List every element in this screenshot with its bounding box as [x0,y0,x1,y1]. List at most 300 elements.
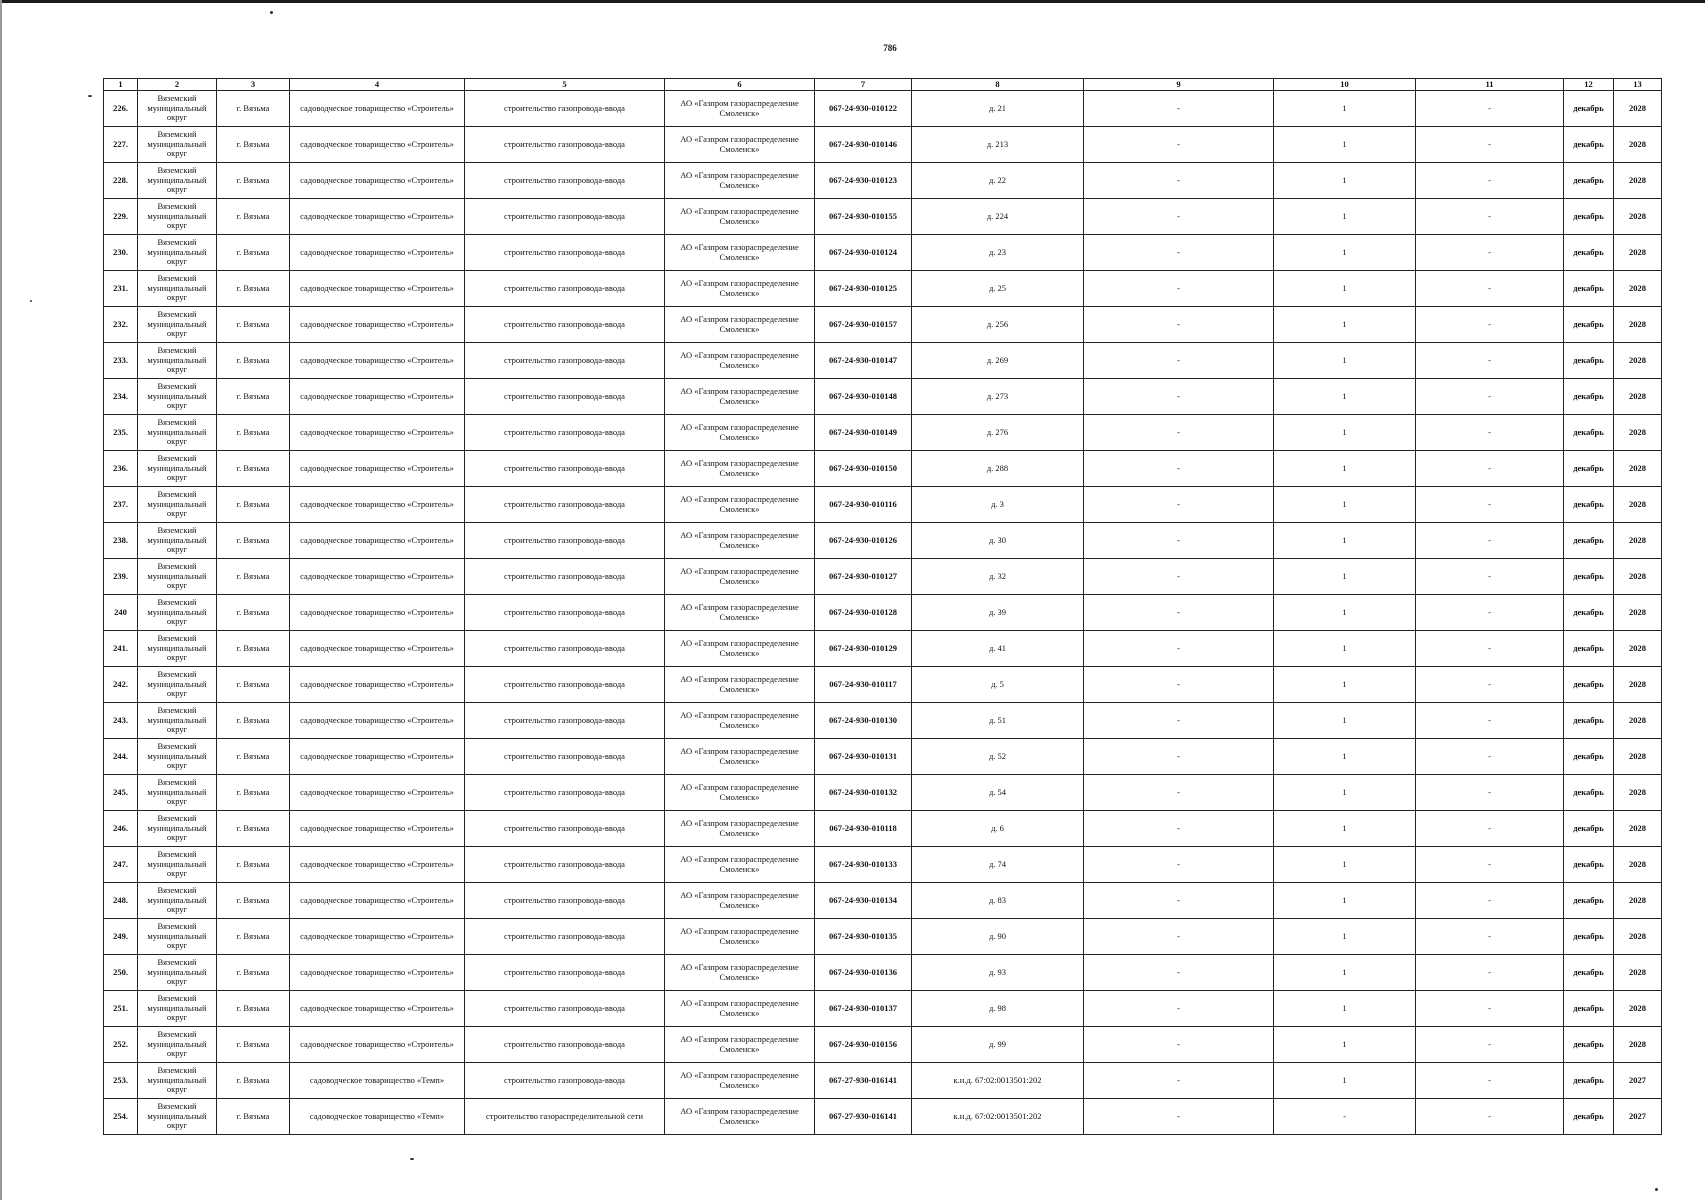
month-cell: декабрь [1564,487,1614,523]
organization-cell: садоводческое товарищество «Строитель» [290,199,465,235]
application-number-cell: 067-24-930-010135 [815,919,912,955]
month-cell: декабрь [1564,343,1614,379]
col-9-value-cell: - [1084,451,1274,487]
table-body [104,91,1662,1135]
locality-cell: г. Вязьма [217,91,290,127]
col-9-value-cell: - [1084,1063,1274,1099]
col-11-value-cell: - [1416,127,1564,163]
executor-cell: АО «Газпром газораспределение Смоленск» [665,127,815,163]
col-11-value-cell: - [1416,775,1564,811]
month-cell: декабрь [1564,127,1614,163]
address-cell: д. 25 [912,271,1084,307]
executor-cell: АО «Газпром газораспределение Смоленск» [665,847,815,883]
district-cell: Вяземский муниципальный округ [138,1099,217,1135]
address-cell: д. 273 [912,379,1084,415]
month-cell: декабрь [1564,991,1614,1027]
scan-speck [270,11,273,14]
table-row [104,559,1662,595]
district-cell: Вяземский муниципальный округ [138,379,217,415]
table-row [104,595,1662,631]
table-row [104,91,1662,127]
work-type-cell: строительство газопровода-ввода [465,415,665,451]
district-cell: Вяземский муниципальный округ [138,991,217,1027]
col-9-value-cell: - [1084,379,1274,415]
col-11-value-cell: - [1416,379,1564,415]
col-11-value-cell: - [1416,271,1564,307]
year-cell: 2028 [1614,343,1662,379]
work-type-cell: строительство газопровода-ввода [465,1063,665,1099]
district-cell: Вяземский муниципальный округ [138,775,217,811]
row-number-cell: 244. [104,739,138,775]
year-cell: 2028 [1614,739,1662,775]
col-11-value-cell: - [1416,343,1564,379]
col-10-value-cell: 1 [1274,991,1416,1027]
locality-cell: г. Вязьма [217,307,290,343]
organization-cell: садоводческое товарищество «Строитель» [290,415,465,451]
row-number-cell: 253. [104,1063,138,1099]
row-number-cell: 249. [104,919,138,955]
application-number-cell: 067-24-930-010126 [815,523,912,559]
col-11-value-cell: - [1416,1027,1564,1063]
district-cell: Вяземский муниципальный округ [138,1027,217,1063]
col-10-value-cell: 1 [1274,1027,1416,1063]
work-type-cell: строительство газопровода-ввода [465,811,665,847]
application-number-cell: 067-24-930-010118 [815,811,912,847]
col-10-value-cell: 1 [1274,703,1416,739]
application-number-cell: 067-24-930-010157 [815,307,912,343]
col-11-value-cell: - [1416,1099,1564,1135]
column-header: 10 [1274,79,1416,91]
col-10-value-cell: 1 [1274,415,1416,451]
application-number-cell: 067-24-930-010123 [815,163,912,199]
col-11-value-cell: - [1416,307,1564,343]
col-11-value-cell: - [1416,1063,1564,1099]
executor-cell: АО «Газпром газораспределение Смоленск» [665,307,815,343]
table-row [104,415,1662,451]
locality-cell: г. Вязьма [217,451,290,487]
work-type-cell: строительство газопровода-ввода [465,775,665,811]
col-9-value-cell: - [1084,631,1274,667]
district-cell: Вяземский муниципальный округ [138,127,217,163]
col-11-value-cell: - [1416,919,1564,955]
col-10-value-cell: 1 [1274,1063,1416,1099]
month-cell: декабрь [1564,415,1614,451]
executor-cell: АО «Газпром газораспределение Смоленск» [665,451,815,487]
col-9-value-cell: - [1084,523,1274,559]
executor-cell: АО «Газпром газораспределение Смоленск» [665,703,815,739]
col-9-value-cell: - [1084,487,1274,523]
district-cell: Вяземский муниципальный округ [138,199,217,235]
row-number-cell: 233. [104,343,138,379]
work-type-cell: строительство газопровода-ввода [465,523,665,559]
table-row [104,667,1662,703]
address-cell: д. 93 [912,955,1084,991]
executor-cell: АО «Газпром газораспределение Смоленск» [665,91,815,127]
col-9-value-cell: - [1084,199,1274,235]
col-11-value-cell: - [1416,595,1564,631]
col-11-value-cell: - [1416,631,1564,667]
address-cell: д. 98 [912,991,1084,1027]
work-type-cell: строительство газопровода-ввода [465,307,665,343]
table-row [104,847,1662,883]
table-row [104,1027,1662,1063]
year-cell: 2028 [1614,811,1662,847]
address-cell: д. 30 [912,523,1084,559]
organization-cell: садоводческое товарищество «Строитель» [290,955,465,991]
row-number-cell: 234. [104,379,138,415]
district-cell: Вяземский муниципальный округ [138,487,217,523]
address-cell: д. 52 [912,739,1084,775]
table-row [104,343,1662,379]
col-9-value-cell: - [1084,991,1274,1027]
locality-cell: г. Вязьма [217,955,290,991]
locality-cell: г. Вязьма [217,811,290,847]
district-cell: Вяземский муниципальный округ [138,739,217,775]
application-number-cell: 067-24-930-010156 [815,1027,912,1063]
address-cell: д. 213 [912,127,1084,163]
col-10-value-cell: 1 [1274,235,1416,271]
col-10-value-cell: 1 [1274,775,1416,811]
address-cell: д. 99 [912,1027,1084,1063]
organization-cell: садоводческое товарищество «Строитель» [290,559,465,595]
application-number-cell: 067-24-930-010146 [815,127,912,163]
col-10-value-cell: 1 [1274,919,1416,955]
executor-cell: АО «Газпром газораспределение Смоленск» [665,811,815,847]
district-cell: Вяземский муниципальный округ [138,667,217,703]
district-cell: Вяземский муниципальный округ [138,559,217,595]
row-number-cell: 238. [104,523,138,559]
year-cell: 2028 [1614,523,1662,559]
column-header: 3 [217,79,290,91]
organization-cell: садоводческое товарищество «Строитель» [290,1027,465,1063]
year-cell: 2028 [1614,955,1662,991]
year-cell: 2028 [1614,775,1662,811]
organization-cell: садоводческое товарищество «Строитель» [290,523,465,559]
application-number-cell: 067-27-930-016141 [815,1063,912,1099]
col-11-value-cell: - [1416,991,1564,1027]
executor-cell: АО «Газпром газораспределение Смоленск» [665,739,815,775]
district-cell: Вяземский муниципальный округ [138,271,217,307]
col-9-value-cell: - [1084,415,1274,451]
col-9-value-cell: - [1084,235,1274,271]
year-cell: 2028 [1614,451,1662,487]
address-cell: к.н.д. 67:02:0013501:202 [912,1063,1084,1099]
work-type-cell: строительство газопровода-ввода [465,271,665,307]
row-number-cell: 231. [104,271,138,307]
application-number-cell: 067-24-930-010132 [815,775,912,811]
locality-cell: г. Вязьма [217,163,290,199]
address-cell: д. 256 [912,307,1084,343]
scan-speck [410,1158,414,1160]
col-10-value-cell: 1 [1274,163,1416,199]
work-type-cell: строительство газопровода-ввода [465,703,665,739]
work-type-cell: строительство газопровода-ввода [465,487,665,523]
col-10-value-cell: 1 [1274,595,1416,631]
row-number-cell: 241. [104,631,138,667]
application-number-cell: 067-24-930-010130 [815,703,912,739]
col-11-value-cell: - [1416,703,1564,739]
work-type-cell: строительство газопровода-ввода [465,163,665,199]
organization-cell: садоводческое товарищество «Строитель» [290,811,465,847]
col-11-value-cell: - [1416,487,1564,523]
work-type-cell: строительство газопровода-ввода [465,199,665,235]
col-10-value-cell: 1 [1274,307,1416,343]
col-9-value-cell: - [1084,955,1274,991]
col-10-value-cell: 1 [1274,487,1416,523]
row-number-cell: 245. [104,775,138,811]
col-11-value-cell: - [1416,559,1564,595]
application-number-cell: 067-24-930-010137 [815,991,912,1027]
district-cell: Вяземский муниципальный округ [138,883,217,919]
district-cell: Вяземский муниципальный округ [138,631,217,667]
executor-cell: АО «Газпром газораспределение Смоленск» [665,1027,815,1063]
year-cell: 2028 [1614,919,1662,955]
month-cell: декабрь [1564,811,1614,847]
work-type-cell: строительство газопровода-ввода [465,235,665,271]
locality-cell: г. Вязьма [217,631,290,667]
column-header: 5 [465,79,665,91]
executor-cell: АО «Газпром газораспределение Смоленск» [665,343,815,379]
district-cell: Вяземский муниципальный округ [138,1063,217,1099]
table-row [104,811,1662,847]
month-cell: декабрь [1564,235,1614,271]
application-number-cell: 067-24-930-010127 [815,559,912,595]
locality-cell: г. Вязьма [217,199,290,235]
work-type-cell: строительство газопровода-ввода [465,559,665,595]
locality-cell: г. Вязьма [217,235,290,271]
column-header: 6 [665,79,815,91]
col-11-value-cell: - [1416,847,1564,883]
district-cell: Вяземский муниципальный округ [138,235,217,271]
address-cell: д. 54 [912,775,1084,811]
month-cell: декабрь [1564,955,1614,991]
district-cell: Вяземский муниципальный округ [138,523,217,559]
address-cell: д. 41 [912,631,1084,667]
col-9-value-cell: - [1084,775,1274,811]
scan-speck [88,95,92,97]
application-number-cell: 067-24-930-010129 [815,631,912,667]
month-cell: декабрь [1564,667,1614,703]
executor-cell: АО «Газпром газораспределение Смоленск» [665,559,815,595]
executor-cell: АО «Газпром газораспределение Смоленск» [665,379,815,415]
organization-cell: садоводческое товарищество «Строитель» [290,271,465,307]
table-row [104,631,1662,667]
registry-table [103,78,1662,1135]
locality-cell: г. Вязьма [217,343,290,379]
year-cell: 2028 [1614,559,1662,595]
col-9-value-cell: - [1084,595,1274,631]
organization-cell: садоводческое товарищество «Строитель» [290,595,465,631]
row-number-cell: 240 [104,595,138,631]
address-cell: д. 276 [912,415,1084,451]
col-9-value-cell: - [1084,271,1274,307]
locality-cell: г. Вязьма [217,127,290,163]
district-cell: Вяземский муниципальный округ [138,451,217,487]
application-number-cell: 067-24-930-010122 [815,91,912,127]
locality-cell: г. Вязьма [217,1063,290,1099]
col-10-value-cell: 1 [1274,883,1416,919]
col-11-value-cell: - [1416,955,1564,991]
year-cell: 2028 [1614,595,1662,631]
col-10-value-cell: 1 [1274,667,1416,703]
col-11-value-cell: - [1416,523,1564,559]
col-10-value-cell: 1 [1274,271,1416,307]
table-row [104,955,1662,991]
district-cell: Вяземский муниципальный округ [138,91,217,127]
col-11-value-cell: - [1416,235,1564,271]
address-cell: к.н.д. 67:02:0013501:202 [912,1099,1084,1135]
row-number-cell: 243. [104,703,138,739]
year-cell: 2027 [1614,1099,1662,1135]
organization-cell: садоводческое товарищество «Строитель» [290,487,465,523]
month-cell: декабрь [1564,451,1614,487]
column-header: 13 [1614,79,1662,91]
executor-cell: АО «Газпром газораспределение Смоленск» [665,199,815,235]
work-type-cell: строительство газопровода-ввода [465,91,665,127]
month-cell: декабрь [1564,271,1614,307]
col-10-value-cell: 1 [1274,559,1416,595]
year-cell: 2028 [1614,127,1662,163]
table-row [104,883,1662,919]
col-10-value-cell: 1 [1274,91,1416,127]
col-10-value-cell: 1 [1274,811,1416,847]
row-number-cell: 228. [104,163,138,199]
table-row [104,739,1662,775]
locality-cell: г. Вязьма [217,883,290,919]
address-cell: д. 74 [912,847,1084,883]
executor-cell: АО «Газпром газораспределение Смоленск» [665,415,815,451]
year-cell: 2028 [1614,667,1662,703]
col-11-value-cell: - [1416,883,1564,919]
month-cell: декабрь [1564,523,1614,559]
page-number: 786 [883,43,897,53]
col-10-value-cell: 1 [1274,127,1416,163]
organization-cell: садоводческое товарищество «Темп» [290,1063,465,1099]
year-cell: 2028 [1614,415,1662,451]
row-number-cell: 236. [104,451,138,487]
scan-speck [30,300,32,302]
organization-cell: садоводческое товарищество «Строитель» [290,127,465,163]
col-11-value-cell: - [1416,739,1564,775]
table-row [104,199,1662,235]
month-cell: декабрь [1564,631,1614,667]
table-row [104,127,1662,163]
scan-speck [1655,1188,1658,1191]
locality-cell: г. Вязьма [217,595,290,631]
table-row [104,307,1662,343]
column-header: 12 [1564,79,1614,91]
address-cell: д. 5 [912,667,1084,703]
application-number-cell: 067-24-930-010134 [815,883,912,919]
work-type-cell: строительство газопровода-ввода [465,739,665,775]
locality-cell: г. Вязьма [217,667,290,703]
organization-cell: садоводческое товарищество «Строитель» [290,739,465,775]
locality-cell: г. Вязьма [217,703,290,739]
address-cell: д. 6 [912,811,1084,847]
application-number-cell: 067-24-930-010128 [815,595,912,631]
address-cell: д. 32 [912,559,1084,595]
district-cell: Вяземский муниципальный округ [138,847,217,883]
col-9-value-cell: - [1084,559,1274,595]
table-row [104,271,1662,307]
address-cell: д. 288 [912,451,1084,487]
executor-cell: АО «Газпром газораспределение Смоленск» [665,667,815,703]
address-cell: д. 39 [912,595,1084,631]
month-cell: декабрь [1564,163,1614,199]
application-number-cell: 067-24-930-010147 [815,343,912,379]
executor-cell: АО «Газпром газораспределение Смоленск» [665,919,815,955]
locality-cell: г. Вязьма [217,415,290,451]
table-row [104,991,1662,1027]
organization-cell: садоводческое товарищество «Строитель» [290,307,465,343]
organization-cell: садоводческое товарищество «Строитель» [290,379,465,415]
executor-cell: АО «Газпром газораспределение Смоленск» [665,991,815,1027]
work-type-cell: строительство газопровода-ввода [465,451,665,487]
table-row [104,775,1662,811]
work-type-cell: строительство газопровода-ввода [465,127,665,163]
table-row [104,235,1662,271]
work-type-cell: строительство газопровода-ввода [465,955,665,991]
district-cell: Вяземский муниципальный округ [138,919,217,955]
executor-cell: АО «Газпром газораспределение Смоленск» [665,235,815,271]
executor-cell: АО «Газпром газораспределение Смоленск» [665,271,815,307]
month-cell: декабрь [1564,847,1614,883]
col-10-value-cell: 1 [1274,343,1416,379]
organization-cell: садоводческое товарищество «Строитель» [290,343,465,379]
executor-cell: АО «Газпром газораспределение Смоленск» [665,163,815,199]
column-header: 2 [138,79,217,91]
year-cell: 2028 [1614,883,1662,919]
executor-cell: АО «Газпром газораспределение Смоленск» [665,1063,815,1099]
organization-cell: садоводческое товарищество «Строитель» [290,919,465,955]
col-10-value-cell: - [1274,1099,1416,1135]
address-cell: д. 23 [912,235,1084,271]
month-cell: декабрь [1564,199,1614,235]
row-number-cell: 254. [104,1099,138,1135]
column-header: 8 [912,79,1084,91]
col-9-value-cell: - [1084,91,1274,127]
col-11-value-cell: - [1416,811,1564,847]
row-number-cell: 230. [104,235,138,271]
organization-cell: садоводческое товарищество «Строитель» [290,847,465,883]
month-cell: декабрь [1564,1099,1614,1135]
address-cell: д. 51 [912,703,1084,739]
month-cell: декабрь [1564,1027,1614,1063]
year-cell: 2028 [1614,307,1662,343]
year-cell: 2028 [1614,199,1662,235]
year-cell: 2028 [1614,379,1662,415]
month-cell: декабрь [1564,883,1614,919]
row-number-cell: 252. [104,1027,138,1063]
locality-cell: г. Вязьма [217,523,290,559]
executor-cell: АО «Газпром газораспределение Смоленск» [665,523,815,559]
address-cell: д. 22 [912,163,1084,199]
col-10-value-cell: 1 [1274,199,1416,235]
organization-cell: садоводческое товарищество «Строитель» [290,775,465,811]
application-number-cell: 067-24-930-010116 [815,487,912,523]
col-9-value-cell: - [1084,667,1274,703]
row-number-cell: 232. [104,307,138,343]
year-cell: 2028 [1614,703,1662,739]
col-9-value-cell: - [1084,343,1274,379]
locality-cell: г. Вязьма [217,775,290,811]
row-number-cell: 251. [104,991,138,1027]
table-row [104,703,1662,739]
row-number-cell: 247. [104,847,138,883]
col-9-value-cell: - [1084,739,1274,775]
work-type-cell: строительство газопровода-ввода [465,919,665,955]
col-9-value-cell: - [1084,919,1274,955]
